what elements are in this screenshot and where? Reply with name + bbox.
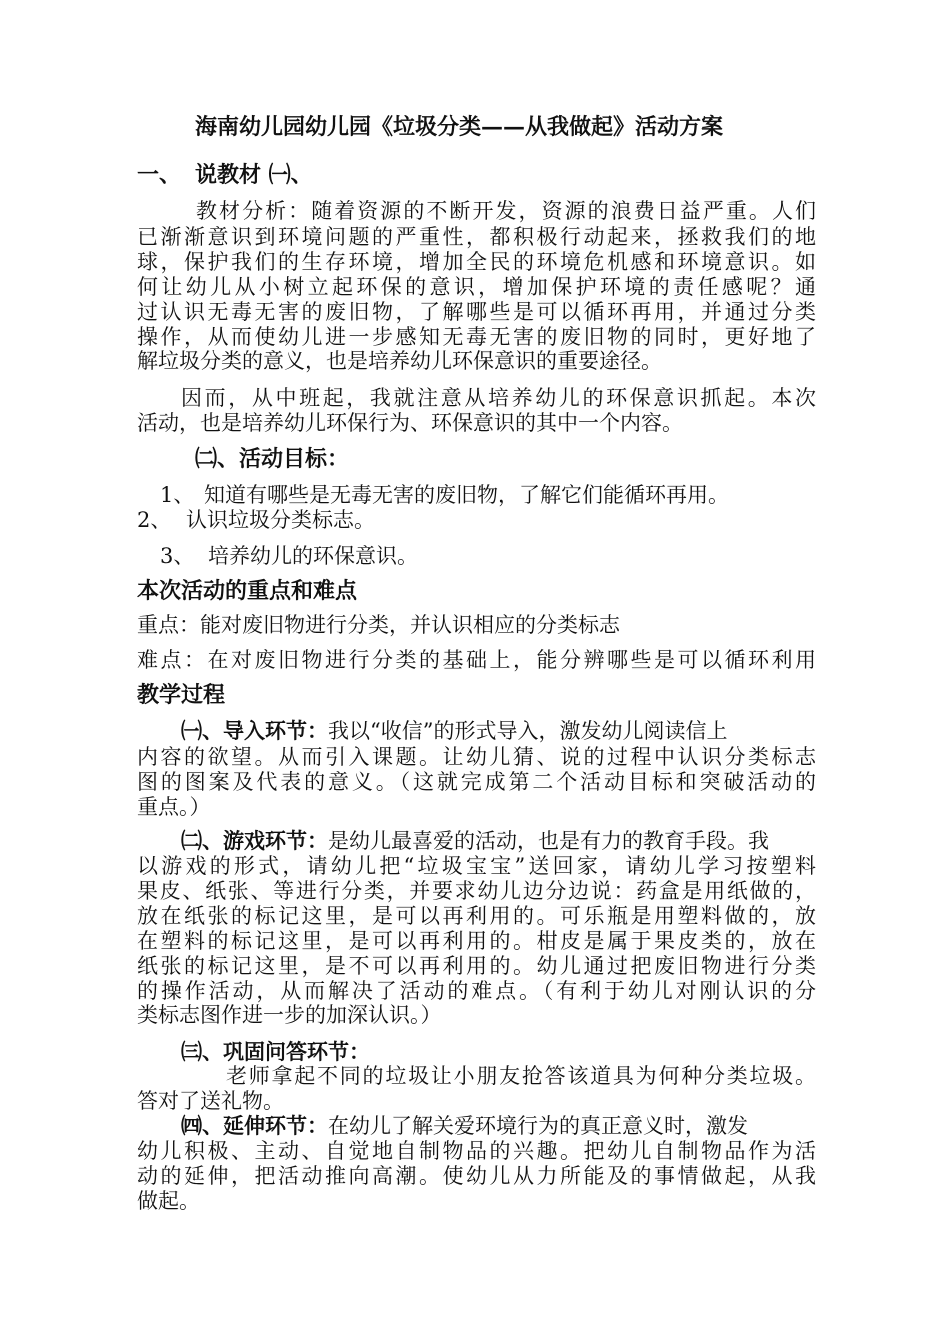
step2-line: 放在纸张的标记这里，是可以再利用的。可乐瓶是用塑料做的，放 xyxy=(137,904,816,928)
para1-line: 球，保护我们的生存环境，增加全民的环境危机感和环境意识。如 xyxy=(137,250,816,274)
step2-line: 以游戏的形式，请幼儿把“垃圾宝宝”送回家，请幼儿学习按塑料 xyxy=(137,854,816,878)
step3-line: 答对了送礼物。 xyxy=(137,1089,284,1113)
document-title: 海南幼儿园幼儿园《垃圾分类——从我做起》活动方案 xyxy=(195,114,724,140)
step4-line: ㈣、延伸环节：在幼儿了解关爱环境行为的真正意义时，激发 xyxy=(181,1113,748,1138)
step4-label: ㈣、延伸环节： xyxy=(181,1113,328,1138)
step2-line: 类标志图作进一步的加深认识。） xyxy=(137,1003,442,1027)
step1-line: 内容的欲望。从而引入课题。让幼儿猜、说的过程中认识分类标志 xyxy=(137,745,816,769)
para1-line: 已渐渐意识到环境问题的严重性，都积极行动起来，拯救我们的地 xyxy=(137,225,816,249)
step2-label: ㈡、游戏环节： xyxy=(181,828,328,853)
goal-text: 培养幼儿的环保意识。 xyxy=(208,544,418,568)
step1-line: 重点。） xyxy=(137,795,211,819)
step2-line: 在塑料的标记这里，是可以再利用的。柑皮是属于果皮类的，放在 xyxy=(137,929,816,953)
step3-line: 老师拿起不同的垃圾让小朋友抢答该道具为何种分类垃圾。 xyxy=(226,1064,816,1088)
para1-line: 操作，从而使幼儿进一步感知无毒无害的废旧物的同时，更好地了 xyxy=(137,325,816,349)
difficulty-text: 难点：在对废旧物进行分类的基础上，能分辨哪些是可以循环利用 xyxy=(137,648,816,672)
step4-line: 动的延伸，把活动推向高潮。使幼儿从力所能及的事情做起，从我 xyxy=(137,1164,816,1188)
para1-line: 何让幼儿从小树立起环保的意识，增加保护环境的责任感呢？通 xyxy=(137,275,816,299)
goal-text: 认识垃圾分类标志。 xyxy=(186,508,375,532)
goal-number: 3、 xyxy=(160,544,195,568)
goals-heading: ㈡、活动目标： xyxy=(195,446,350,472)
goal-number: 2、 xyxy=(137,508,172,532)
keypoints-heading: 本次活动的重点和难点 xyxy=(137,578,358,604)
keypoint-text: 重点：能对废旧物进行分类，并认识相应的分类标志 xyxy=(137,613,620,637)
para1-line: 教材分析：随着资源的不断开发，资源的浪费日益严重。人们 xyxy=(196,199,816,223)
goal-number: 1、 xyxy=(160,483,195,507)
step2-line: 纸张的标记这里，是不可以再利用的。幼儿通过把废旧物进行分类 xyxy=(137,954,816,978)
step4-line: 幼儿积极、主动、自觉地自制物品的兴趣。把幼儿自制物品作为活 xyxy=(137,1139,816,1163)
para2-line: 活动，也是培养幼儿环保行为、环保意识的其中一个内容。 xyxy=(137,411,683,435)
para1-line: 过认识无毒无害的废旧物，了解哪些是可以循环再用，并通过分类 xyxy=(137,300,816,324)
para2-line: 因而，从中班起，我就注意从培养幼儿的环保意识抓起。本次 xyxy=(181,386,816,410)
step1-line: 图的图案及代表的意义。（这就完成第二个活动目标和突破活动的 xyxy=(137,770,816,794)
step2-line: 的操作活动，从而解决了活动的难点。（有利于幼儿对刚认识的分 xyxy=(137,979,816,1003)
step3-label: ㈢、巩固问答环节： xyxy=(181,1039,370,1064)
step4-line: 做起。 xyxy=(137,1189,200,1213)
step1-label: ㈠、导入环节： xyxy=(181,718,328,743)
step2-line: ㈡、游戏环节：是幼儿最喜爱的活动，也是有力的教育手段。我 xyxy=(181,828,769,853)
step2-line: 果皮、纸张、等进行分类，并要求幼儿边分边说：药盒是用纸做的， xyxy=(137,879,816,903)
section1-heading: 说教材 ㈠、 xyxy=(195,162,313,188)
process-heading: 教学过程 xyxy=(137,682,226,708)
section1-number: 一、 xyxy=(137,162,182,188)
step1-line: ㈠、导入环节：我以“收信”的形式导入，激发幼儿阅读信上 xyxy=(181,718,728,743)
goal-text: 知道有哪些是无毒无害的废旧物，了解它们能循环再用。 xyxy=(204,483,729,507)
para1-line: 解垃圾分类的意义，也是培养幼儿环保意识的重要途径。 xyxy=(137,349,662,373)
